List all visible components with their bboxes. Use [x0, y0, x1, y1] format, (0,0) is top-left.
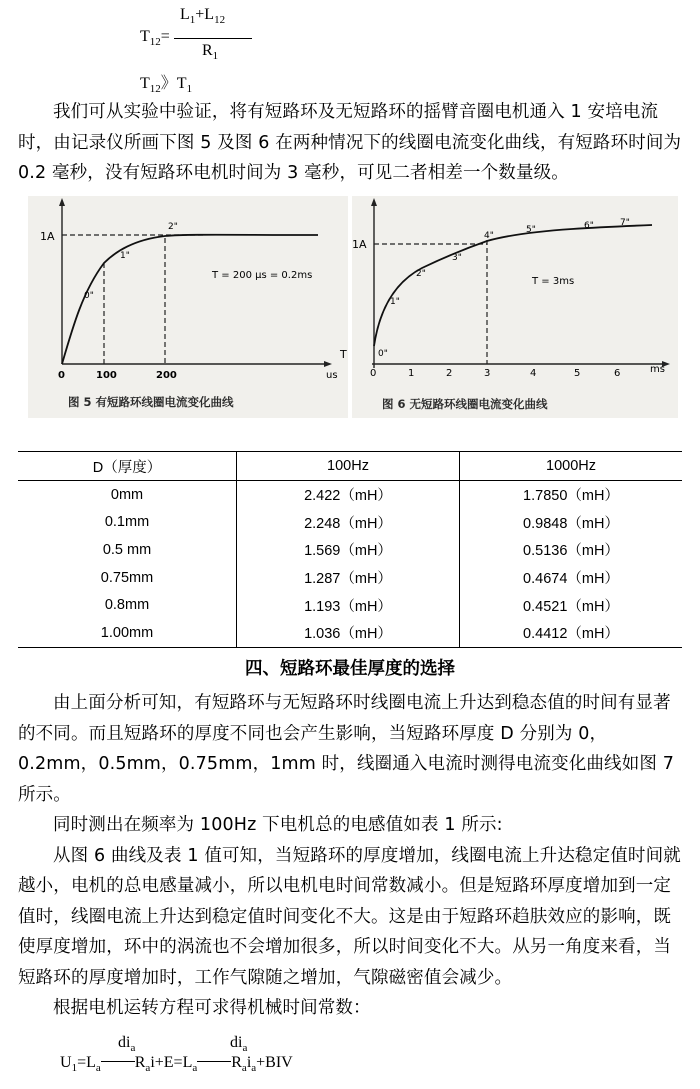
table-row: [18, 481, 682, 509]
table-header-row: [18, 452, 682, 481]
table-cell: 0.4674（mH）: [460, 564, 683, 592]
section-heading: 四、短路环最佳厚度的选择: [245, 659, 455, 679]
table-header-1000hz: 1000Hz: [460, 452, 683, 481]
table-cell: 0.8mm: [104, 597, 150, 614]
fig6-tick-3: 3: [484, 368, 491, 379]
fig6-tick-1: 1: [408, 368, 415, 379]
fig5-x-unit: us: [326, 370, 338, 381]
fig6-point-3: 3": [452, 253, 462, 263]
figure-5-plot: [28, 196, 348, 418]
fig6-point-4: 4": [484, 231, 494, 241]
table-cell: 0.9848（mH）: [460, 509, 683, 537]
table-cell: 1.00mm: [18, 619, 237, 647]
table-cell: 1.569（mH）: [237, 536, 460, 564]
table-row: [18, 509, 682, 537]
table-cell: 1.287（mH）: [237, 564, 460, 592]
table-cell: 2.248（mH）: [237, 509, 460, 537]
figure-5: [28, 196, 348, 418]
fig6-caption: 图 6 无短路环线圈电流变化曲线: [382, 397, 548, 411]
fig6-point-7: 7": [620, 218, 630, 228]
fig5-tick-0: 0: [58, 370, 65, 381]
fig6-tick-5: 5: [574, 368, 581, 379]
fig6-point-1: 1": [390, 297, 400, 307]
table-row: [18, 536, 682, 564]
figure-6-plot: [352, 196, 678, 418]
table-cell: 2.422（mH）: [237, 481, 460, 509]
table-cell: 0mm: [110, 486, 144, 503]
fig5-point-0: 0": [84, 291, 94, 301]
fig6-point-5: 5": [526, 225, 536, 235]
fraction-bar: [174, 38, 252, 39]
table-cell: 0.4412（mH）: [460, 619, 683, 647]
fig5-point-1: 1": [120, 251, 130, 261]
motor-frac1-bar: [101, 1061, 135, 1062]
formula-t12-lhs: $T_{12}=$: [140, 28, 170, 49]
paragraph-2: 同时测出在频率为 100Hz 下电机总的电感值如表 1 所示:: [53, 815, 503, 835]
intro-paragraph: [18, 97, 682, 189]
table-cell: 0.5136（mH）: [460, 536, 683, 564]
fig6-tick-2: 2: [446, 368, 453, 379]
fig6-tick-6: 6: [614, 368, 621, 379]
intro-text: 我们可从实验中验证，将有短路环及无短路环的摇臂音圈电机通入 1 安培电流时，由记录仪所画下图 5 及图 6 在两种情况下的线圈电流变化曲线，有短路环时间为 0.2 毫秒，没有短路环电机时间为 3 毫秒，可见二者相差一个数量级。: [18, 102, 682, 183]
table-cell: 1.7850（mH）: [460, 481, 683, 509]
fig5-tick-100: 100: [96, 370, 117, 381]
fig6-point-6: 6": [584, 221, 594, 231]
table-row: [18, 591, 682, 619]
fig5-x-axis-label: T: [340, 348, 347, 361]
fig5-y-label: 1A: [40, 230, 55, 243]
paragraph-4: 根据电机运转方程可求得机械时间常数：: [53, 998, 371, 1018]
table-row: [18, 619, 682, 647]
motor-frac1-num: $di_a$: [118, 1034, 136, 1055]
table-cell: 0.75mm: [100, 569, 154, 586]
table-cell: 0.4521（mH）: [460, 591, 683, 619]
fig6-point-2: 2": [416, 269, 426, 279]
formula-motor: [60, 1034, 390, 1084]
fig5-annotation: T = 200 μs = 0.2ms: [212, 270, 313, 281]
fig6-tick-0: 0: [370, 368, 377, 379]
formula-t12: [140, 6, 280, 66]
paragraph-3: 从图 6 曲线及表 1 值可知，当短路环的厚度增加，线圈电流上升达稳定值时间就越小，电机的总电感量减小，所以电机电时间常数减小。但是短路环厚度增加到一定值时，线圈电流上升达到稳定值时间变化不大。这是由于短路环趋肤效应的影响，既使厚度增加，环中的涡流也不会增加很多，所以时间变化不大。从另一角度来看，当短路环的厚度增加时，工作气隙随之增加，气隙磁密值会减少。: [18, 845, 681, 988]
paragraph-1: 由上面分析可知，有短路环与无短路环时线圈电流上升达到稳态值的时间有显著的不同。而且短路环的厚度不同也会产生影响，当短路环厚度 D 分别为 0，0.2mm，0.5mm，0.75mm，1mm 时，线圈通入电流时测得电流变化曲线如图 7 所示。: [18, 693, 674, 805]
table-cell: 1.036（mH）: [237, 619, 460, 647]
fig5-point-2: 2": [168, 222, 178, 232]
fig6-x-unit: ms: [650, 364, 665, 375]
fig6-point-0: 0": [378, 349, 388, 359]
formula-t12-numerator: $L_1+L_{12}$: [180, 6, 226, 27]
fig6-tick-4: 4: [530, 368, 537, 379]
table-cell: 0.5 mm: [102, 541, 152, 558]
formula-t12-denominator: $R_1$: [202, 42, 219, 63]
motor-frac2-num: $di_a$: [230, 1034, 248, 1055]
table-row: [18, 564, 682, 592]
figure-6: [352, 196, 678, 418]
table-header-100hz: 100Hz: [237, 452, 460, 481]
motor-line: $U_1=L_a$ $R_ai+E=L_a$ $R_ai_a+BIV$: [60, 1054, 293, 1075]
motor-frac2-bar: [197, 1061, 231, 1062]
table-cell: 0.1mm: [104, 514, 150, 531]
inductance-table: [18, 451, 682, 648]
fig6-y-label: 1A: [352, 238, 367, 251]
fig5-tick-200: 200: [156, 370, 177, 381]
table-header-thickness: D（厚度）: [18, 452, 237, 481]
table-cell: 1.193（mH）: [237, 591, 460, 619]
fig5-caption: 图 5 有短路环线圈电流变化曲线: [68, 395, 234, 409]
fig6-annotation: T = 3ms: [532, 276, 575, 287]
formula-compare: $T_{12}$》$T_1$: [140, 75, 193, 96]
body-text: [18, 688, 682, 1024]
